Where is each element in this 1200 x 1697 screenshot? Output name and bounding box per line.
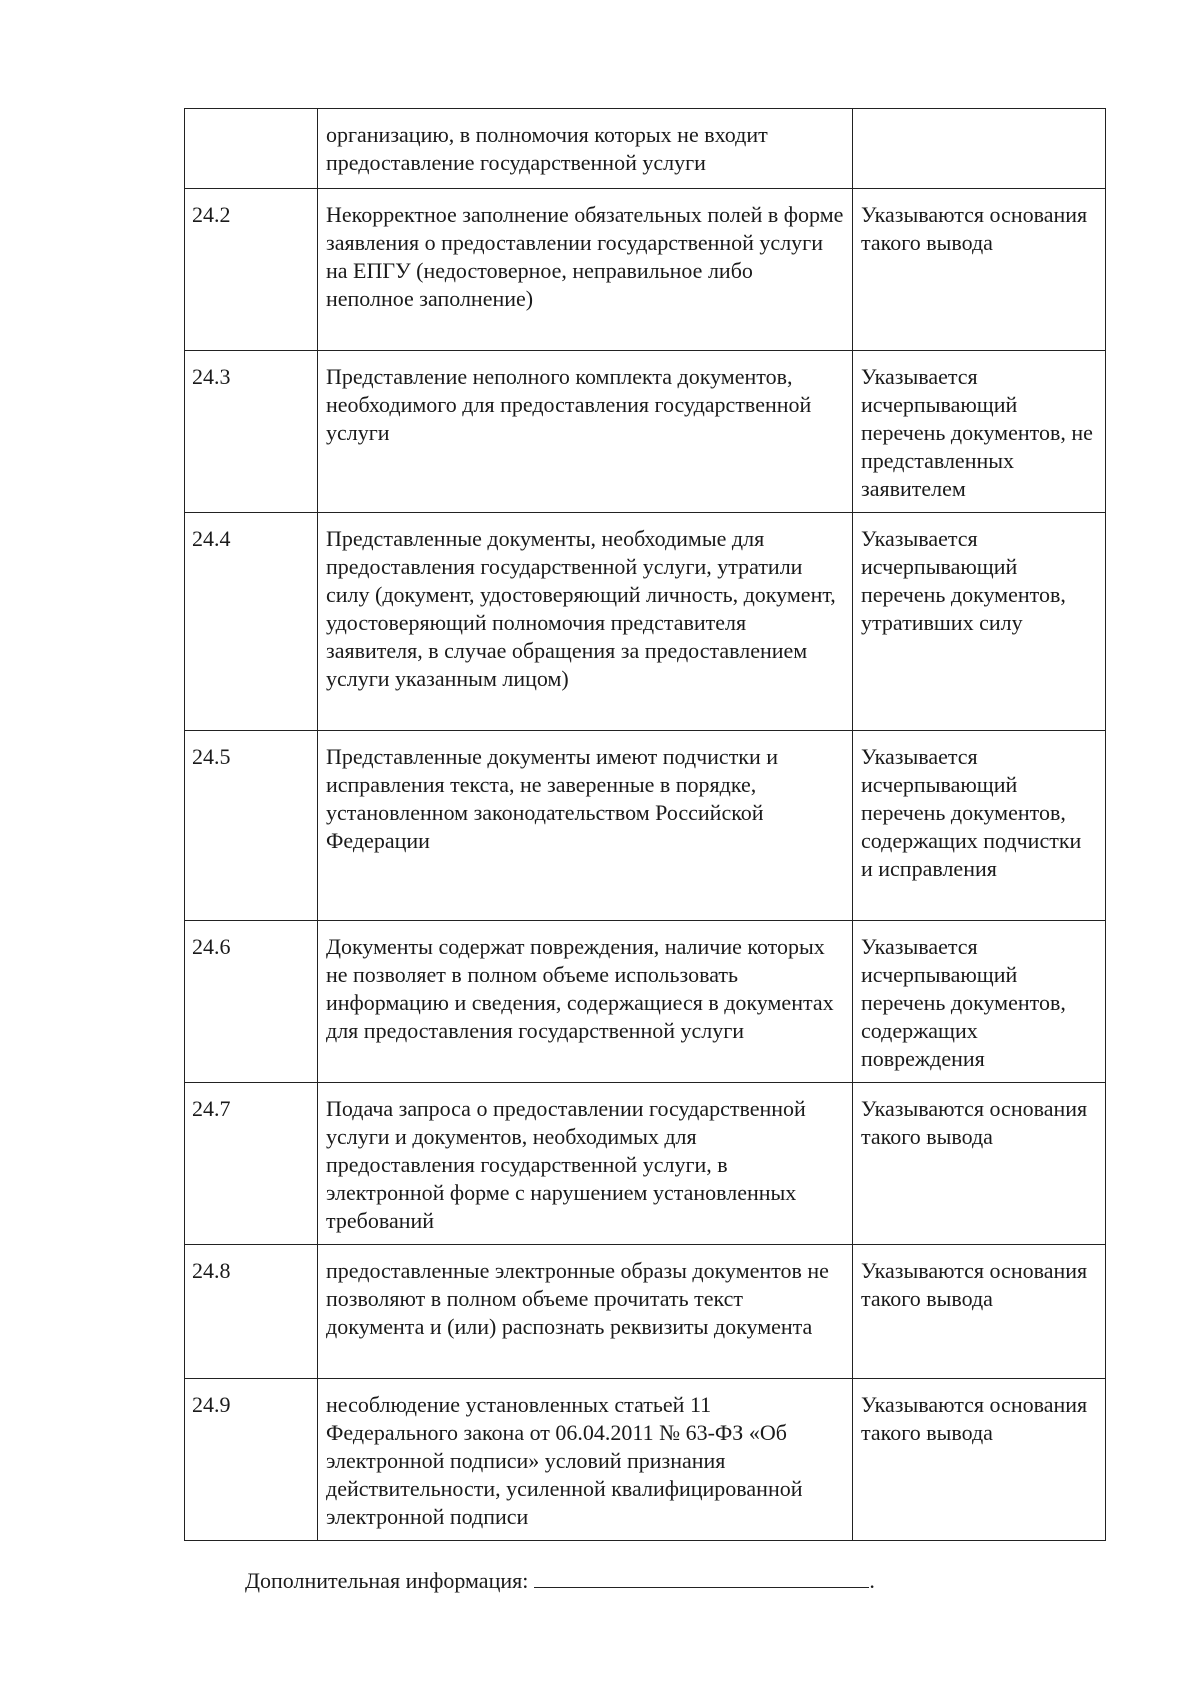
row-explanation: Указываются основания такого вывода [853, 1083, 1106, 1245]
row-number [185, 109, 318, 189]
row-explanation: Указываются основания такого вывода [853, 1379, 1106, 1541]
table-row [185, 189, 1106, 351]
additional-info-line [245, 1565, 875, 1595]
table-row [185, 351, 1106, 513]
row-number: 24.6 [185, 921, 318, 1083]
table-row [185, 513, 1106, 731]
table-row [185, 1083, 1106, 1245]
row-explanation [853, 109, 1106, 189]
table-row [185, 731, 1106, 921]
row-explanation: Указывается исчерпывающий перечень документов, утративших силу [853, 513, 1106, 731]
row-number: 24.2 [185, 189, 318, 351]
row-description: организацию, в полномочия которых не входит предоставление государственной услуги [318, 109, 853, 189]
row-explanation: Указывается исчерпывающий перечень документов, не представленных заявителем [853, 351, 1106, 513]
row-number: 24.9 [185, 1379, 318, 1541]
row-explanation: Указываются основания такого вывода [853, 189, 1106, 351]
additional-info-blank [534, 1565, 869, 1588]
row-explanation: Указывается исчерпывающий перечень документов, содержащих подчистки и исправления [853, 731, 1106, 921]
row-description: Документы содержат повреждения, наличие которых не позволяет в полном объеме использовать информацию и сведения, содержащиеся в документах для предоставления государственной услуги [318, 921, 853, 1083]
row-description: Представленные документы, необходимые для предоставления государственной услуги, утратили силу (документ, удостоверяющий личность, документ, удостоверяющий полномочия представителя заявителя, в случае обращения за предоставлением услуги указанным лицом) [318, 513, 853, 731]
additional-info-label: Дополнительная информация: [245, 1568, 529, 1593]
row-description: Представление неполного комплекта документов, необходимого для предоставления государственной услуги [318, 351, 853, 513]
row-number: 24.7 [185, 1083, 318, 1245]
row-description: Представленные документы имеют подчистки и исправления текста, не заверенные в порядке, установленном законодательством Российской Федерации [318, 731, 853, 921]
row-description: предоставленные электронные образы документов не позволяют в полном объеме прочитать текст документа и (или) распознать реквизиты документа [318, 1245, 853, 1379]
row-description: несоблюдение установленных статьей 11 Федерального закона от 06.04.2011 № 63-ФЗ «Об электронной подписи» условий признания действительности, усиленной квалифицированной электронной подписи [318, 1379, 853, 1541]
row-number: 24.8 [185, 1245, 318, 1379]
table-row [185, 1245, 1106, 1379]
row-explanation: Указываются основания такого вывода [853, 1245, 1106, 1379]
additional-info-end: . [869, 1568, 875, 1593]
row-explanation: Указывается исчерпывающий перечень документов, содержащих повреждения [853, 921, 1106, 1083]
row-description: Подача запроса о предоставлении государственной услуги и документов, необходимых для предоставления государственной услуги, в электронной форме с нарушением установленных требований [318, 1083, 853, 1245]
row-number: 24.4 [185, 513, 318, 731]
row-number: 24.5 [185, 731, 318, 921]
table-row [185, 109, 1106, 189]
row-number: 24.3 [185, 351, 318, 513]
table-row [185, 1379, 1106, 1541]
rejection-grounds-table [184, 108, 1106, 1541]
table-row [185, 921, 1106, 1083]
row-description: Некорректное заполнение обязательных полей в форме заявления о предоставлении государственной услуги на ЕПГУ (недостоверное, неправильное либо неполное заполнение) [318, 189, 853, 351]
